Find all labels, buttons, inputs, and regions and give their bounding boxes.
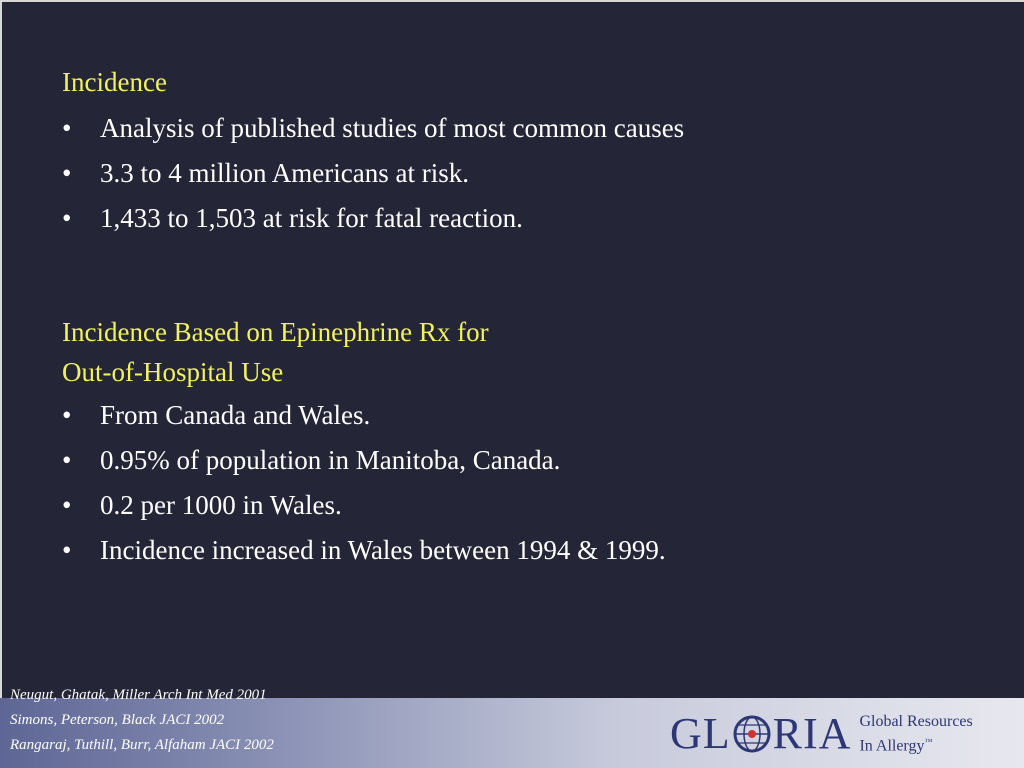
reference-2: Simons, Peterson, Black JACI 2002 (10, 712, 225, 728)
trademark-mark: ™ (924, 736, 933, 746)
logo-word-right: RIA (772, 709, 852, 758)
section-1-bullet-list (62, 106, 684, 241)
bullet-icon: • (62, 400, 72, 430)
logo-wordmark (670, 708, 851, 760)
bullet-icon: • (62, 203, 72, 233)
list-item (62, 106, 684, 151)
reference-3: Rangaraj, Tuthill, Burr, Alfaham JACI 2002 (10, 737, 274, 753)
bullet-text: 0.95% of population in Manitoba, Canada. (100, 445, 561, 475)
list-item (62, 151, 684, 196)
bullet-icon: • (62, 158, 72, 188)
section-1-heading (62, 62, 167, 102)
section-2-heading-line-2: Out-of-Hospital Use (62, 357, 284, 387)
section-2-bullet-list (62, 393, 666, 573)
bullet-text: Incidence increased in Wales between 1994 & 1999. (100, 535, 666, 565)
gloria-logo (670, 708, 990, 760)
section-2-heading (62, 312, 489, 392)
list-item (62, 483, 666, 528)
tagline-line-1: Global Resources (859, 712, 973, 730)
logo-word-left: GL (670, 709, 731, 758)
bullet-icon: • (62, 445, 72, 475)
references (10, 683, 274, 758)
logo-tagline (859, 712, 972, 756)
list-item (62, 196, 684, 241)
bullet-text: From Canada and Wales. (100, 400, 371, 430)
bullet-icon: • (62, 490, 72, 520)
reference-1: Neugut, Ghatak, Miller Arch Int Med 2001 (10, 687, 267, 703)
section-1-heading-line-1: Incidence (62, 67, 167, 97)
list-item (62, 438, 666, 483)
bullet-text: 3.3 to 4 million Americans at risk. (100, 158, 469, 188)
section-2-heading-line-1: Incidence Based on Epinephrine Rx for (62, 317, 489, 347)
bullet-text: 1,433 to 1,503 at risk for fatal reaction. (100, 203, 523, 233)
bullet-text: 0.2 per 1000 in Wales. (100, 490, 342, 520)
globe-icon (732, 714, 772, 754)
bullet-icon: • (62, 535, 72, 565)
tagline-line-2 (859, 732, 972, 756)
bullet-text: Analysis of published studies of most common causes (100, 113, 685, 143)
tagline-line-2-text: In Allergy (859, 737, 925, 755)
list-item (62, 528, 666, 573)
bullet-icon: • (62, 113, 72, 143)
list-item (62, 393, 666, 438)
